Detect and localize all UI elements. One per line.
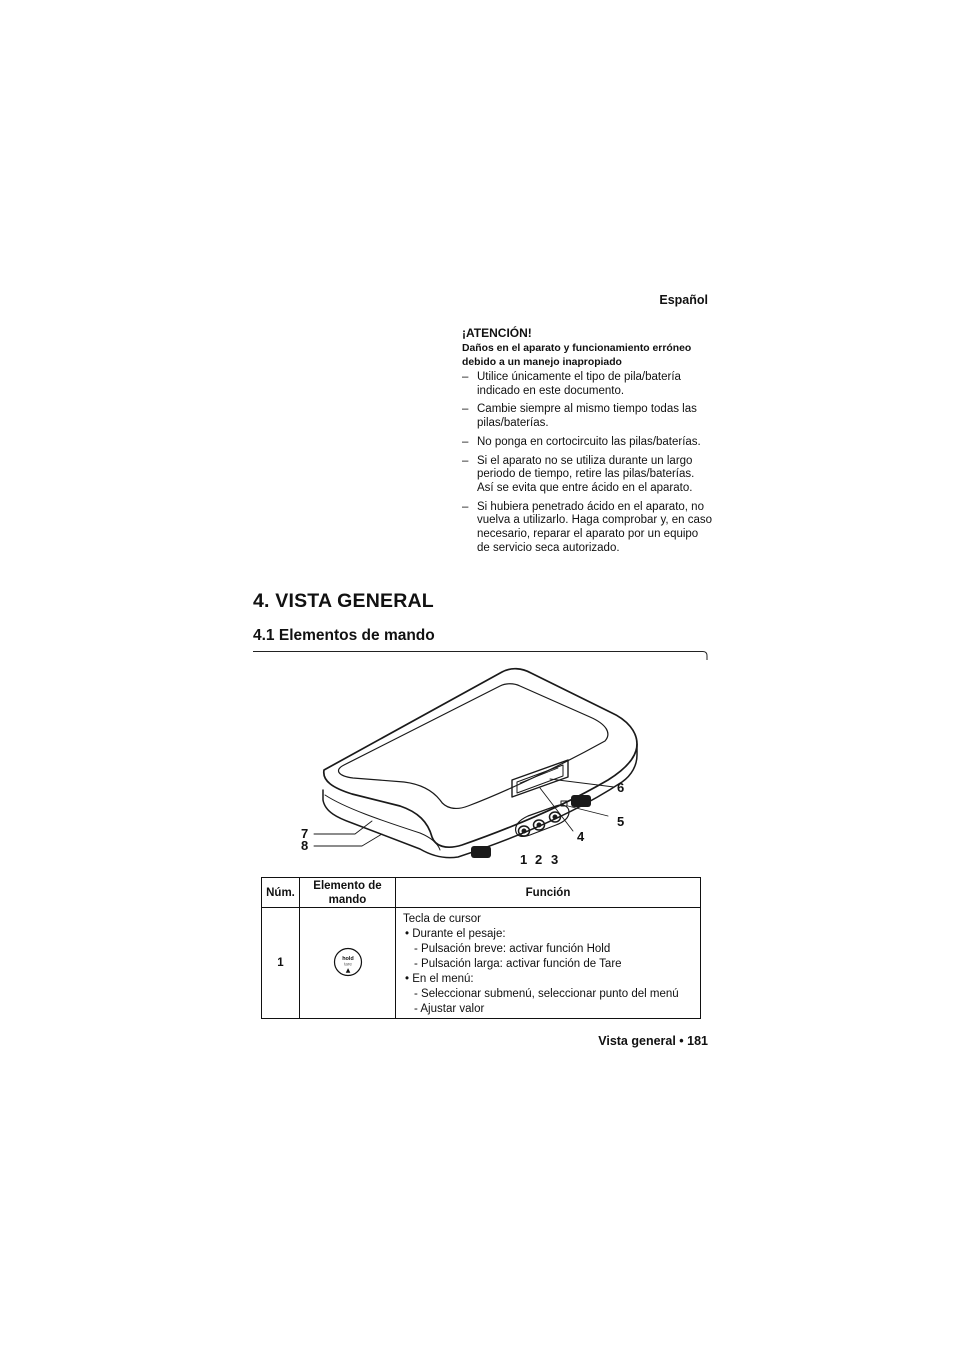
callout-2: 2 <box>535 852 543 867</box>
function-line: • En el menú: <box>405 973 474 985</box>
warning-item: – Si hubiera penetrado ácido en el aparato, no vuelva a utilizarlo. Haga comprobar y, en caso necesario, reparar el aparato por un equipo de servicio seca autorizado. <box>462 500 713 554</box>
header-num: Núm. <box>262 878 300 908</box>
callout-5: 5 <box>617 814 625 829</box>
warning-item: – Si el aparato no se utiliza durante un largo periodo de tiempo, retire las pilas/baterías. Así se evita que entre ácido en el aparato. <box>462 454 695 494</box>
warning-subtitle: Daños en el aparato y funcionamiento erróneo debido a un manejo inapropiado <box>462 343 692 368</box>
callout-3: 3 <box>551 852 559 867</box>
callout-4: 4 <box>577 829 585 844</box>
header-element: Elemento de mando <box>300 878 396 908</box>
dash-marker: – <box>462 435 469 448</box>
dash-marker: – <box>462 454 469 467</box>
header-function: Función <box>396 878 701 908</box>
page-footer: Vista general • 181 <box>598 1034 708 1048</box>
callout-8: 8 <box>301 838 309 853</box>
warning-item: – Utilice únicamente el tipo de pila/batería indicado en este documento. <box>462 371 681 397</box>
dash-marker: – <box>462 403 469 416</box>
element-cell <box>300 908 396 1019</box>
function-line: • Durante el pesaje: <box>405 928 506 940</box>
callout-1: 1 <box>520 852 528 867</box>
page-language-label: Español <box>659 293 708 307</box>
callout-7: 7 <box>301 826 309 841</box>
hold-tare-key-icon <box>333 947 363 977</box>
function-line: - Pulsación larga: activar función de Tare <box>414 958 622 970</box>
function-line: - Ajustar valor <box>414 1003 485 1015</box>
function-line: - Pulsación breve: activar función Hold <box>414 943 611 955</box>
subsection-heading: 4.1 Elementos de mando <box>253 627 435 644</box>
section-heading: 4. VISTA GENERAL <box>253 590 434 612</box>
callout-6: 6 <box>617 780 625 795</box>
table-row <box>262 908 701 1019</box>
row-number: 1 <box>262 908 300 1019</box>
warning-item: – Cambie siempre al mismo tiempo todas las pilas/baterías. <box>462 403 697 430</box>
function-cell <box>396 908 701 1019</box>
controls-table <box>261 877 701 1019</box>
warning-title: ¡ATENCIÓN! <box>462 326 532 340</box>
key-label-hold: hold <box>341 955 354 962</box>
function-line: Tecla de cursor <box>403 913 481 925</box>
key-label-tare: tare <box>343 961 352 966</box>
dash-marker: – <box>462 500 469 513</box>
key-arrow-up: ▲ <box>345 966 350 974</box>
function-line: - Seleccionar submenú, seleccionar punto del menú <box>414 988 679 1000</box>
dash-marker: – <box>462 371 469 383</box>
warning-item: – No ponga en cortocircuito las pilas/baterías. <box>462 435 701 448</box>
